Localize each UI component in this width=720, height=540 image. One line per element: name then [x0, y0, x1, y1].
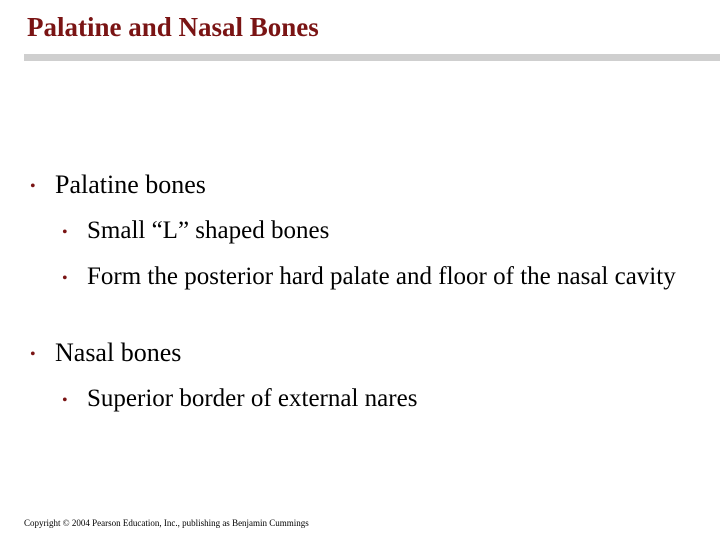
- bullet-marker: •: [30, 178, 36, 195]
- bullet-text: Palatine bones: [55, 170, 206, 199]
- bullet-item-palatine-bones: [30, 170, 665, 200]
- bullet-marker: •: [62, 392, 68, 409]
- bullet-marker: •: [30, 346, 36, 363]
- bullet-marker: •: [62, 270, 68, 287]
- slide-title: Palatine and Nasal Bones: [27, 12, 319, 42]
- bullet-text: Superior border of external nares: [87, 385, 418, 412]
- copyright-footer: Copyright © 2004 Pearson Education, Inc., publishing as Benjamin Cummings: [24, 518, 309, 528]
- bullet-item-superior-border: [62, 384, 697, 413]
- bullet-text: Small “L” shaped bones: [87, 217, 330, 244]
- bullet-marker: •: [62, 224, 68, 241]
- bullet-item-form-posterior: [62, 262, 697, 291]
- bullet-text: Form the posterior hard palate and floor of the nasal cavity: [87, 263, 676, 290]
- bullet-item-nasal-bones: [30, 338, 665, 368]
- bullet-item-small-l-shaped: [62, 216, 697, 245]
- bullet-text: Nasal bones: [55, 338, 182, 367]
